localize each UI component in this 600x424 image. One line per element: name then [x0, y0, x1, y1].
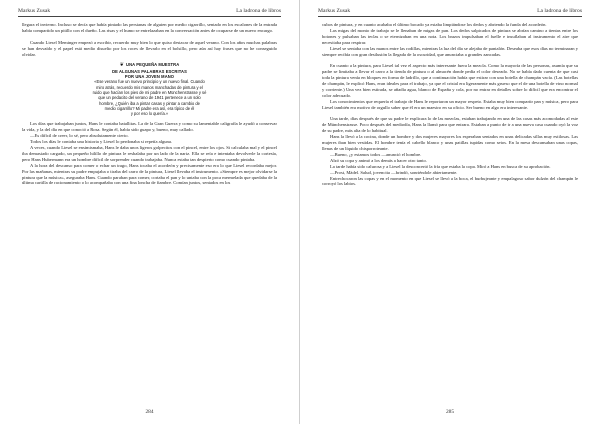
inset-title-line: POR UNA JOVEN MANO [124, 74, 175, 80]
page-body [22, 22, 277, 400]
paragraph: Cuando Liesel Meminger empezó a escribir, recuerdo muy bien lo que quiso destacar de aquel verano. Con los años muchas palabras se han desvaído y el papel está medio disuelto por los roces de llevarlo en el bolsillo, pero aún así hay frases que no he conseguido olvidar. [22, 39, 277, 57]
header-author: Markus Zusak [18, 8, 51, 14]
paragraph: Liesel se sentaba con las manos entre las rodillas, mientras la luz del día se alejaba de pantalón. Deseaba que esos días no terminaran y siempre recibía con gran desilusión la llegada de la oscuridad, que anunciaba a grandes zancadas. [322, 45, 578, 57]
paragraph: Los días que trabajaban juntos, Hans le contaba batallitas. La de la Gran Guerra y como su lamentable caligrafía le ayudó a conservar la vida, y la del día en que conoció a Rosa. Según él, había sido guapo y, bueno, muy callado. [22, 121, 277, 133]
dialogue-line: —Bueno, ¿y estamos todos —anunció el hombre. [330, 151, 422, 157]
paragraph: Los conocimientos que requería el trabajo de Hans le reportaron un mayor respeto. Estaba muy bien compartir pan y música, pero para Liesel también era motivo de orgullo saber que él era un maestro en su oficio. Ser bueno en algo era interesante. [322, 98, 578, 110]
paragraph: llegara el invierno. Incluso se decía que había pintado las persianas de alguien por medio cigarrillo, sentado en los escalones de la entrada había compartido un pitillo con el dueño. Las risas y el humo se entrelazaban en la conversación antes de ocuparse de un nuevo encargo. [22, 22, 277, 33]
paragraph: Las migas del monto de trabajo se le llenaban de migas de pan. Los dedos salpicados de pintura se abrían camino a tientas entre los botones y pulsaban las teclas o se eternizaban en una nota. Los brazos impulsaban el fuelle e insuflaban al instrumento el aire que necesitaba para respirar. [322, 27, 578, 45]
inset-title-line: DE ALGUNAS PALABRAS ESCRITAS [112, 68, 187, 74]
header-book-title: La ladrona de libros [537, 8, 582, 14]
paragraph: Hans la llevó a la cocina, donde un hombre y dos mujeres mayores los esperaban sentados en unas delicadas sillas muy estilosas. Las mujeres iban bien vestidas. El hombre tenía el cabello blanco y unas patillas tupidas como setos. En la mesa descansaban unas copas, llenas de un líquido chisporroteante. [322, 134, 578, 151]
right-page [300, 0, 600, 424]
inset-quote-line: hombre, ¿Quién iba a pintar casas y pintar a cambio de [99, 100, 200, 106]
inset-quote-line: «Ese verano fue un nuevo principio y un nuevo final. Cuando [94, 79, 205, 85]
paragraph: cubos de pintura, y en cuanto acababa el último bocado ya estaba limpiándose los dedos y abriendo la funda del acordeón. [322, 22, 547, 27]
inset-title: UNA PEQUEÑA MUESTRA [126, 62, 180, 68]
paragraph: En cuanto a la pintura, para Liesel tal vez el aspecto más interesante fuera la mezcla. Como la mayoría de las personas, asumía que su padre se limitaba a llevar el carro a la tienda de pintura o al almacén donde pedía el color deseado. No se había dado cuenta de que casi toda la pintura venía en bloques en forma de ladrillo, que a continuación había que estirar con una botella de champán vacía. (Las botellas de champán, le explicó Hans, eran ideales para el trabajo, ya que el cristal era ligeramente más grueso que el de una botella de vino normal y corriente.) Una vez bien estirada, se añadía agua, blanco de España y cola, por no entrar en detalles sobre lo difícil que era encontrar el color adecuado. [322, 63, 578, 98]
header-author: Markus Zusak [318, 8, 351, 14]
inset-quote-line: que un pedacito del verano de 1941 pertenece a un solo [98, 95, 201, 101]
running-header [18, 8, 281, 17]
page-number: 284 [145, 409, 154, 415]
paragraph: Todos los días le contaba una historia y Liesel lo perdonaba si repetía alguna. [30, 139, 173, 145]
paragraph: —Es difícil de creer, lo sé, pero absolutamente cierto. [30, 133, 129, 139]
dialogue-line: —Prost, Mädel. Salud, jovencita —brindó, sonriéndole abiertamente. [330, 169, 458, 175]
inset-quote-line: medio cigarrillo? Mi padre era así, era típico de él [104, 105, 195, 111]
page-body [322, 22, 578, 400]
inset-quote-line: ruido que hacían los pies de mi padre en Münchenstrasse y sé [92, 89, 207, 95]
fleuron-icon: ❦ [119, 62, 125, 69]
inset-quote-line: y por eso lo quería.» [130, 111, 169, 117]
page-number: 285 [445, 409, 455, 415]
paragraph: Alzó su copa y animó a los demás a hacer otro tanto. [330, 157, 427, 163]
inset-quote-line: miro atrás, recuerdo mis manos manchadas de pintura y el [96, 84, 203, 90]
inset-quote-box [44, 62, 255, 116]
running-header [318, 8, 582, 17]
paragraph: A veces, cuando Liesel se ensimismaba, Hans le daba unos ligeros golpecitos con el pincel, entre los ojos. Si calculaba mal y el pincel iba demasiado cargado, un pequeño hilillo de pintura le resbalaba por un lado de la nariz. Ella se reía e intentaba devolverle la cortesía, pero Hans Hubermann era un hombre difícil de sorprender cuando trabajaba. Nunca estaba tan despierto como cuando pintaba. [22, 145, 277, 162]
paragraph: A la hora del descanso para comer o echar un trago, Hans tocaba el acordeón y precisamente eso era lo que Liesel recordaba mejor. Por las mañanas, mientras su padre empujaba o tiraba del carro de la pintura, Liesel llevaba el instrumento. «Siempre es mejor olvidarse la pintura que la música», aseguraba Hans. Cuando paraban para comer, cortaba el pan y lo untaba con la poca mermelada que quedaba de la última cartilla de racionamiento o lo acompañaba con una fina loncha de fiambre. Comían juntos, sentados en los [22, 162, 277, 186]
paragraph: La tarde había sido calurosa y a Liesel la desconcertó la fría que estaba la copa. Miró a Hans en busca de su aprobación. [330, 163, 551, 169]
paragraph: Entrechocaron las copas y en el momento en que Liesel se llevó a la boca, el burbujeante y empalagoso sabor dulzón del champán le corroyó los labios. [322, 175, 578, 187]
header-book-title: La ladrona de libros [236, 8, 281, 14]
paragraph: Una tarde, días después de que su padre le explicara lo de las mezclas, estaban trabajando en una de las casas más acomodadas al este de Münchenstrasse. Poco después del mediodía, Hans la llamó para que entrara. Estaban a punto de ir a una nueva casa cuando oyó la voz de su padre, más alta de lo habitual. [322, 116, 578, 134]
